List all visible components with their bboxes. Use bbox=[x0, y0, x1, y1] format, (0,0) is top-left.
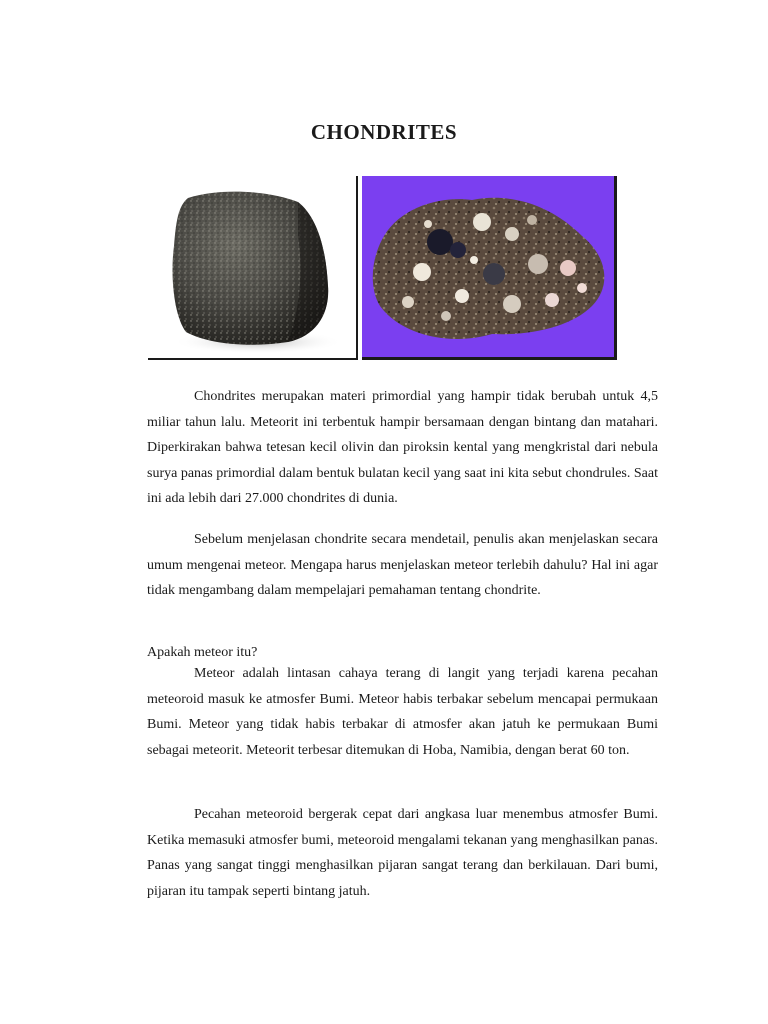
page-title: CHONDRITES bbox=[310, 120, 458, 144]
paragraph-chondrites-intro: Chondrites merupakan materi primordial yang hampir tidak berubah untuk 4,5 miliar tahun lalu. Meteorit ini terbentuk hampir bersamaan dengan bintang dan matahari. Diperkirakan bahwa tetesan kecil olivin dan piroksin kental yang mengkristal dari nebula surya panas primordial dalam bentuk bulatan kecil yang saat ini kita sebut chondrules. Saat ini ada lebih dari 27.000 chondrites di dunia. bbox=[147, 389, 658, 506]
section-heading: Apakah meteor itu? bbox=[147, 645, 258, 660]
chondrite-slice-photo bbox=[362, 176, 617, 360]
paragraph-author-note: Sebelum menjelasan chondrite secara mendetail, penulis akan menjelaskan secara umum mengenai meteor. Mengapa harus menjelaskan meteor terlebih dahulu? Hal ini agar tidak mengambang dalam mempelajari pemahaman tentang chondrite. bbox=[147, 532, 658, 598]
paragraph-meteor-definition: Meteor adalah lintasan cahaya terang di langit yang terjadi karena pecahan meteoroid masuk ke atmosfer Bumi. Meteor habis terbakar sebelum mencapai permukaan Bumi. Meteor yang tidak habis terbakar di atmosfer akan jatuh ke permukaan Bumi sebagai meteorit. Meteorit terbesar ditemukan di Hoba, Namibia, dengan berat 60 ton. bbox=[147, 666, 658, 758]
chondrite-rock-photo bbox=[148, 176, 358, 360]
paragraph-meteor-atmosphere: Pecahan meteoroid bergerak cepat dari angkasa luar menembus atmosfer Bumi. Ketika memasuki atmosfer bumi, meteoroid mengalami tekanan yang menghasilkan panas. Panas yang sangat tinggi menghasilkan pijaran sangat terang dan berkilauan. Dari bumi, pijaran itu tampak seperti bintang jatuh. bbox=[147, 807, 658, 899]
